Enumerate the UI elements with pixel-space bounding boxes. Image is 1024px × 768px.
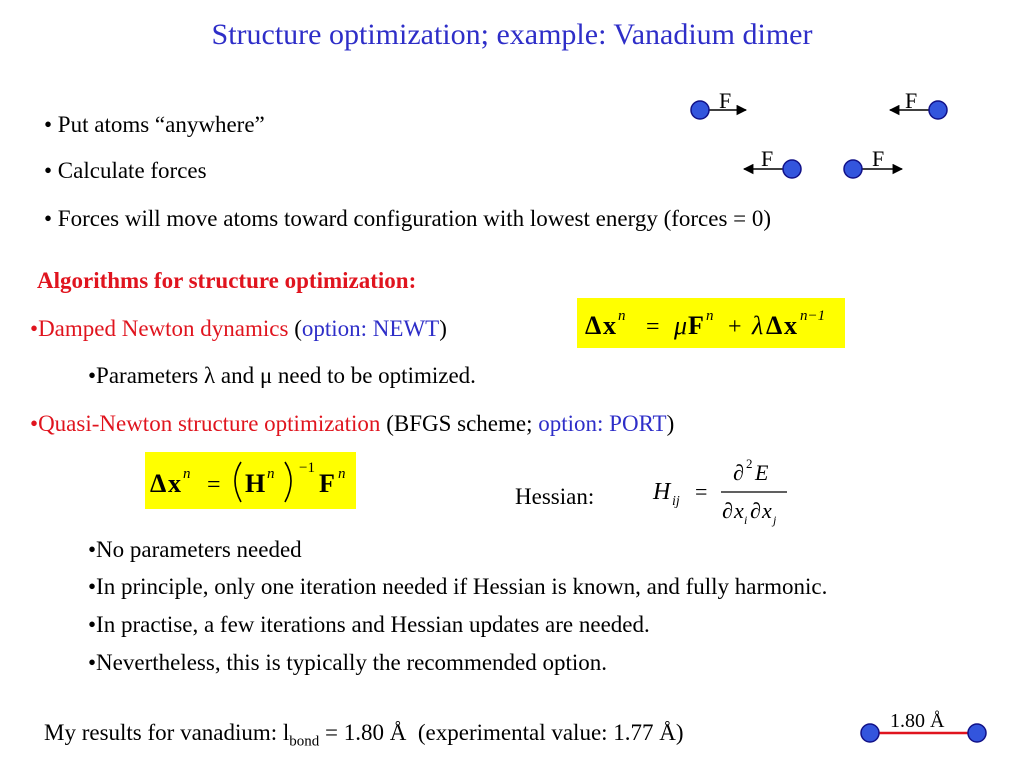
damped-bullet: • [30,316,39,341]
atom-circle [929,101,947,119]
result-line [44,719,684,756]
hessian-equals: = [695,479,708,504]
formula-lambda: λ [752,311,764,340]
formula-exp-n: n [618,308,626,324]
hessian-E: E [755,460,769,485]
atom-circle [968,724,986,742]
quasi-newton-line [30,410,674,438]
formula-mu: μ [674,311,688,340]
quasi-mid: (BFGS scheme; [380,411,539,436]
formula-exp-inverse: −1 [299,460,315,476]
formula-equals: = [646,314,660,340]
hessian-partial: ∂ [722,498,733,523]
damped-name: Damped Newton dynamics [38,316,289,341]
damped-open: ( [288,316,302,341]
formula-equals: = [207,472,221,498]
result-experimental: (experimental value: 1.77 Å) [417,720,684,745]
bullet-forces-move: • Forces will move atoms toward configuration with lowest energy (forces = 0) [44,206,772,231]
damped-newton-line [30,315,447,343]
formula-delta: Δ [150,469,167,498]
hessian-partial: ∂ [733,460,744,485]
force-label: F [761,146,774,171]
formula-plus: + [728,314,742,340]
atom-circle [691,101,709,119]
hessian-H: H [653,479,671,505]
hessian-x: x [762,498,772,523]
hessian-formula [645,452,805,538]
formula-right-paren [285,462,291,502]
damped-option: option: NEWT [301,316,440,341]
hessian-subscript-i: i [744,513,748,527]
formula-F: F [688,311,704,340]
hessian-subscript-j: j [773,513,777,527]
atom-circle [844,160,862,178]
parameters-line: •Parameters λ and μ need to be optimized. [88,363,476,388]
atom-circle [861,724,879,742]
force-label: F [872,146,885,171]
hessian-squared: 2 [746,456,753,471]
formula-exp-n: n [183,466,191,482]
formula-exp-n: n [706,308,714,324]
quasi-option: option: PORT [538,411,667,436]
quasi-formula [145,452,356,509]
algorithms-heading: Algorithms for structure optimization: [37,268,417,293]
result-prefix: My results for vanadium: l [44,720,290,745]
hessian-label: Hessian: [515,484,595,509]
damped-formula [577,298,845,348]
bullet-calculate-forces: • Calculate forces [44,158,207,183]
hessian-subscript-ij: ij [672,494,680,509]
slide-title: Structure optimization; example: Vanadium dimer [211,18,813,51]
hessian-x: x [734,498,744,523]
quasi-bullet: • [30,411,39,436]
bullet-few-iterations: •In practise, a few iterations and Hessian updates are needed. [88,612,650,637]
formula-x: x [168,469,181,498]
damped-close: ) [439,316,447,341]
formula-H: H [245,469,266,498]
quasi-name: Quasi-Newton structure optimization [38,411,381,436]
bond-length-label: 1.80 Å [890,710,945,732]
hessian-partial: ∂ [750,498,761,523]
formula-delta: Δ [766,311,783,340]
formula-x: x [603,311,616,340]
formula-exp-n-minus-1: n−1 [800,308,826,324]
formula-left-paren [235,462,241,502]
result-subscript-bond: bond [289,733,320,750]
quasi-close: ) [666,411,675,436]
bullet-recommended: •Nevertheless, this is typically the recommended option. [88,650,608,675]
force-label: F [719,88,732,113]
formula-x: x [784,311,797,340]
formula-exp-n: n [267,466,275,482]
atom-circle [783,160,801,178]
bullet-one-iteration: •In principle, only one iteration needed if Hessian is known, and fully harmonic. [88,574,828,599]
bullet-no-parameters: •No parameters needed [88,537,302,562]
formula-exp-n: n [338,466,346,482]
formula-F: F [319,469,335,498]
bullet-put-atoms: • Put atoms “anywhere” [44,112,265,137]
formula-delta: Δ [585,311,602,340]
result-value: = 1.80 Å [319,720,407,745]
force-label: F [905,88,918,113]
